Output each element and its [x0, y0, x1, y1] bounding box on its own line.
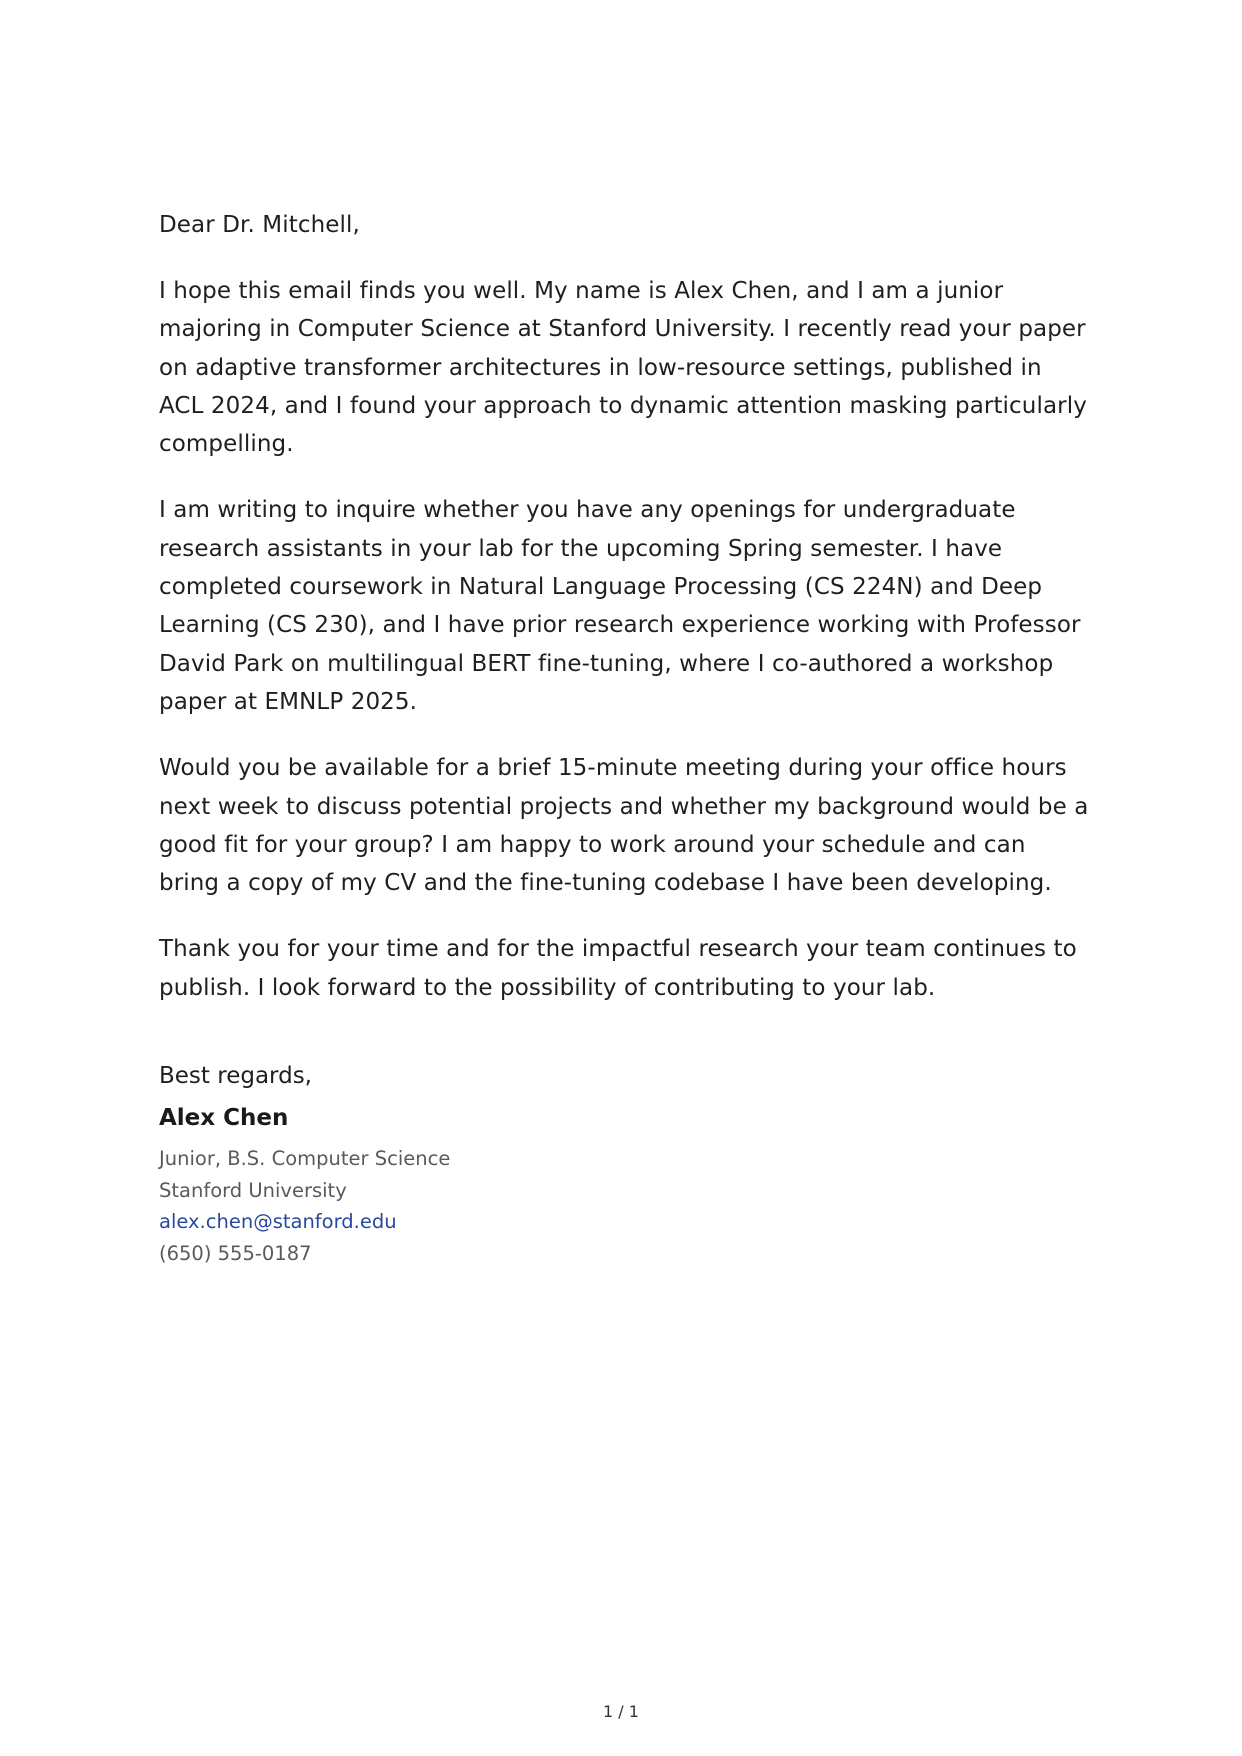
- paragraph-thanks: Thank you for your time and for the impactful research your team continues to publish. I look forward to the possibility of contributing to your lab.: [159, 936, 1077, 1001]
- letter-body: [159, 206, 1089, 1269]
- signature-name: Alex Chen: [159, 1105, 289, 1132]
- signature-phone: (650) 555-0187: [159, 1241, 312, 1265]
- letter-closing: Best regards,: [159, 1063, 312, 1090]
- signature-email-line: [159, 1206, 1089, 1238]
- signature-institution: Stanford University: [159, 1178, 347, 1202]
- paragraph-meeting-request: Would you be available for a brief 15-minute meeting during your office hours next week to discuss potential projects and whether my background would be a good fit for your group? I am happy to work around your schedule and can bring a copy of my CV and the fine-tuning codebase I have been developing.: [159, 755, 1089, 897]
- paragraph-inquiry: I am writing to inquire whether you have any openings for undergraduate research assistants in your lab for the upcoming Spring semester. I have completed coursework in Natural Language Processing (CS 224N) and Deep Learning (CS 230), and I have prior research experience working with Professor David Park on multilingual BERT fine-tuning, where I co-authored a workshop paper at EMNLP 2025.: [159, 497, 1081, 715]
- signature-title: Junior, B.S. Computer Science: [159, 1147, 451, 1171]
- signature-email-link[interactable]: alex.chen@stanford.edu: [159, 1210, 397, 1234]
- letter-greeting: Dear Dr. Mitchell,: [159, 212, 360, 238]
- page-number: 1 / 1: [603, 1702, 639, 1721]
- paragraph-introduction: I hope this email finds you well. My name is Alex Chen, and I am a junior majoring in Computer Science at Stanford University. I recently read your paper on adaptive transformer architectures in low-resource settings, published in ACL 2024, and I found your approach to dynamic attention masking particularly compelling.: [159, 278, 1087, 458]
- signature-block: [159, 1099, 1089, 1269]
